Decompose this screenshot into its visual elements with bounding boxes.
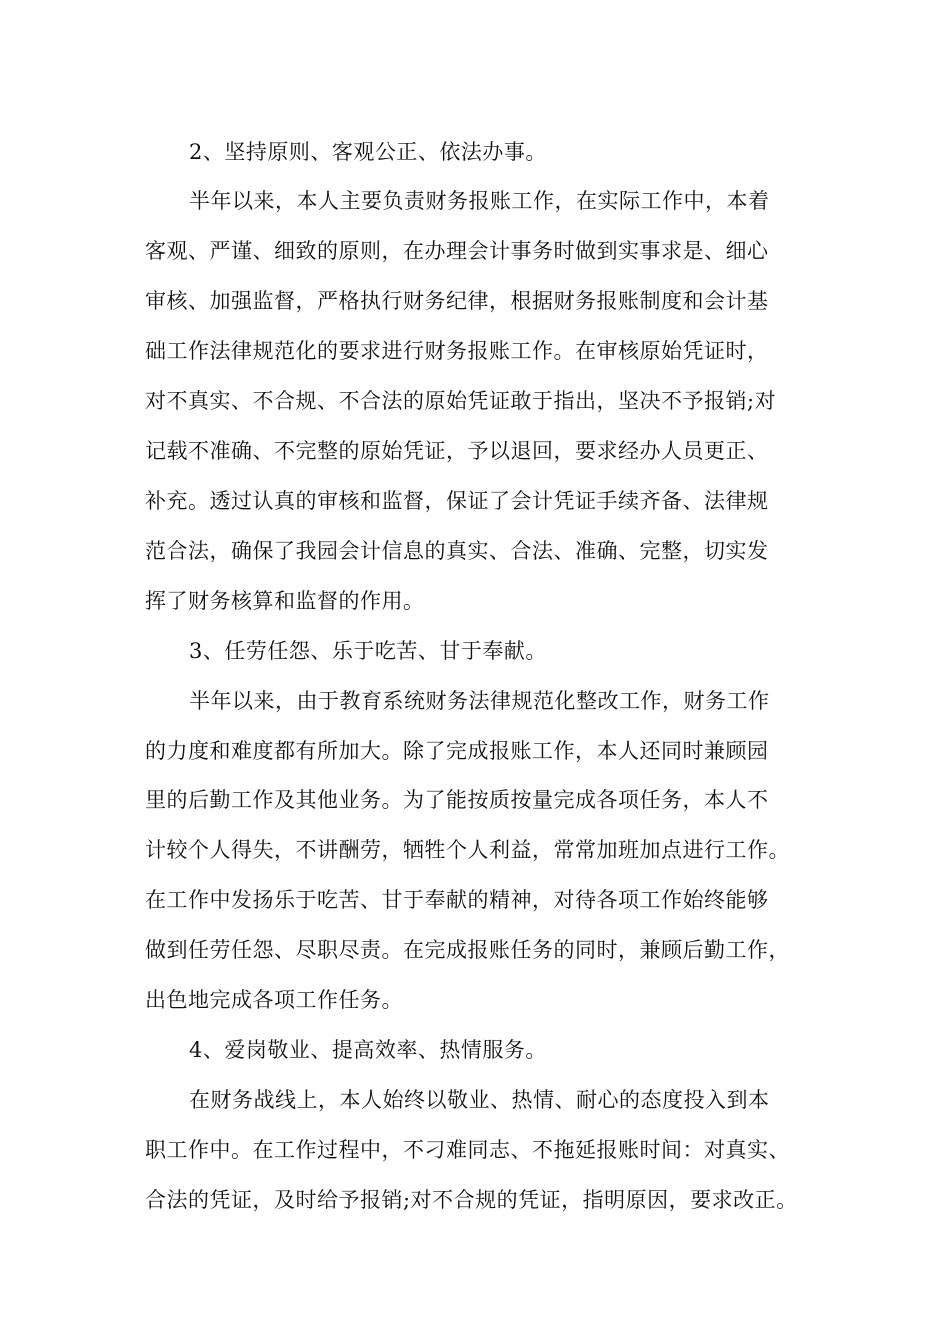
paragraph-line: 对不真实、不合规、不合法的原始凭证敢于指出，坚决不予报销;对 — [145, 389, 777, 413]
paragraph-line: 挥了财务核算和监督的作用。 — [145, 589, 425, 613]
paragraph-line: 里的后勤工作及其他业务。为了能按质按量完成各项任务，本人不 — [145, 788, 769, 812]
paragraph-line: 职工作中。在工作过程中，不刁难同志、不拖延报账时间：对真实、 — [145, 1138, 790, 1162]
paragraph-line: 础工作法律规范化的要求进行财务报账工作。在审核原始凭证时， — [145, 339, 769, 363]
paragraph-line: 补充。透过认真的审核和监督，保证了会计凭证手续齐备、法律规 — [145, 489, 769, 513]
paragraph-line: 做到任劳任怨、尽职尽责。在完成报账任务的同时，兼顾后勤工作， — [145, 938, 790, 962]
paragraph-line: 合法的凭证，及时给予报销;对不合规的凭证，指明原因，要求改正。 — [145, 1188, 798, 1212]
paragraph-line: 计较个人得失，不讲酬劳，牺牲个人利益，常常加班加点进行工作。 — [145, 838, 790, 862]
heading-4: 4、爱岗敬业、提高效率、热情服务。 — [189, 1038, 547, 1062]
heading-2: 2、坚持原则、客观公正、依法办事。 — [189, 140, 547, 164]
paragraph-line: 范合法，确保了我园会计信息的真实、合法、准确、完整，切实发 — [145, 539, 769, 563]
paragraph-line: 在工作中发扬乐于吃苦、甘于奉献的精神，对待各项工作始终能够 — [145, 888, 769, 912]
paragraph-line: 出色地完成各项工作任务。 — [145, 988, 403, 1012]
paragraph-line: 半年以来，由于教育系统财务法律规范化整改工作，财务工作 — [189, 689, 770, 713]
heading-3: 3、任劳任怨、乐于吃苦、甘于奉献。 — [189, 639, 547, 663]
paragraph-line: 的力度和难度都有所加大。除了完成报账工作，本人还同时兼顾园 — [145, 739, 769, 763]
paragraph-line: 在财务战线上，本人始终以敬业、热情、耐心的态度投入到本 — [189, 1088, 770, 1112]
paragraph-line: 审核、加强监督，严格执行财务纪律，根据财务报账制度和会计基 — [145, 289, 769, 313]
paragraph-line: 记载不准确、不完整的原始凭证，予以退回，要求经办人员更正、 — [145, 439, 769, 463]
paragraph-line: 客观、严谨、细致的原则，在办理会计事务时做到实事求是、细心 — [145, 239, 769, 263]
paragraph-line: 半年以来，本人主要负责财务报账工作，在实际工作中，本着 — [189, 189, 770, 213]
